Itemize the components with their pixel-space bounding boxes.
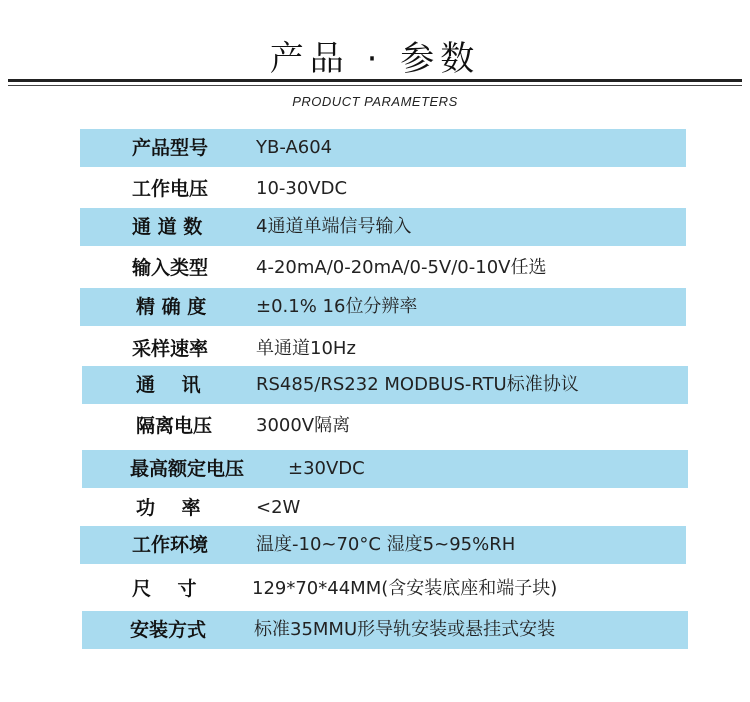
param-value: ±0.1% 16位分辨率: [256, 296, 418, 317]
param-row-power: [80, 489, 686, 527]
page-title: 产品 · 参数: [269, 39, 481, 79]
param-label: 输入类型: [132, 257, 209, 279]
page-subtitle: PRODUCT PARAMETERS: [292, 94, 458, 109]
param-row-dimensions: [80, 570, 686, 608]
param-label: 工作电压: [132, 178, 209, 200]
param-label: 精 确 度: [136, 296, 207, 318]
param-value: 10-30VDC: [256, 178, 348, 199]
param-row-environment: [80, 526, 686, 564]
param-row-max-voltage: [82, 450, 688, 488]
title-divider-thin: [8, 85, 742, 86]
param-value: YB-A604: [256, 137, 333, 158]
param-label: 采样速率: [132, 338, 209, 360]
param-label: 最高额定电压: [130, 458, 245, 480]
param-value: 129*70*44MM(含安装底座和端子块): [252, 578, 558, 599]
param-row-input-type: [80, 249, 686, 287]
param-label: 尺 寸: [132, 578, 197, 600]
param-value: 4通道单端信号输入: [256, 216, 412, 237]
param-label: 隔离电压: [136, 415, 213, 437]
param-row-channels: [80, 208, 686, 246]
param-row-isolation: [80, 407, 686, 445]
param-value: ±30VDC: [288, 458, 365, 479]
param-value: 3000V隔离: [256, 415, 351, 436]
param-row-mounting: [82, 611, 688, 649]
title-divider-thick: [8, 79, 742, 82]
param-value: 单通道10Hz: [256, 338, 356, 359]
param-label: 通 道 数: [132, 216, 203, 238]
param-label: 工作环境: [132, 534, 209, 556]
param-value: <2W: [256, 497, 301, 518]
param-row-voltage: [80, 170, 686, 208]
param-row-sample-rate: [80, 330, 686, 368]
param-value: RS485/RS232 MODBUS-RTU标准协议: [256, 374, 579, 395]
param-label: 功 率: [136, 497, 201, 519]
param-row-model: [80, 129, 686, 167]
param-label: 通 讯: [136, 374, 201, 396]
param-value: 标准35MMU形导轨安装或悬挂式安装: [254, 619, 556, 640]
param-row-communication: [82, 366, 688, 404]
param-value: 4-20mA/0-20mA/0-5V/0-10V任选: [256, 257, 547, 278]
param-row-accuracy: [80, 288, 686, 326]
param-value: 温度-10~70°C 湿度5~95%RH: [256, 534, 516, 555]
param-label: 产品型号: [132, 137, 209, 159]
param-label: 安装方式: [130, 619, 207, 641]
